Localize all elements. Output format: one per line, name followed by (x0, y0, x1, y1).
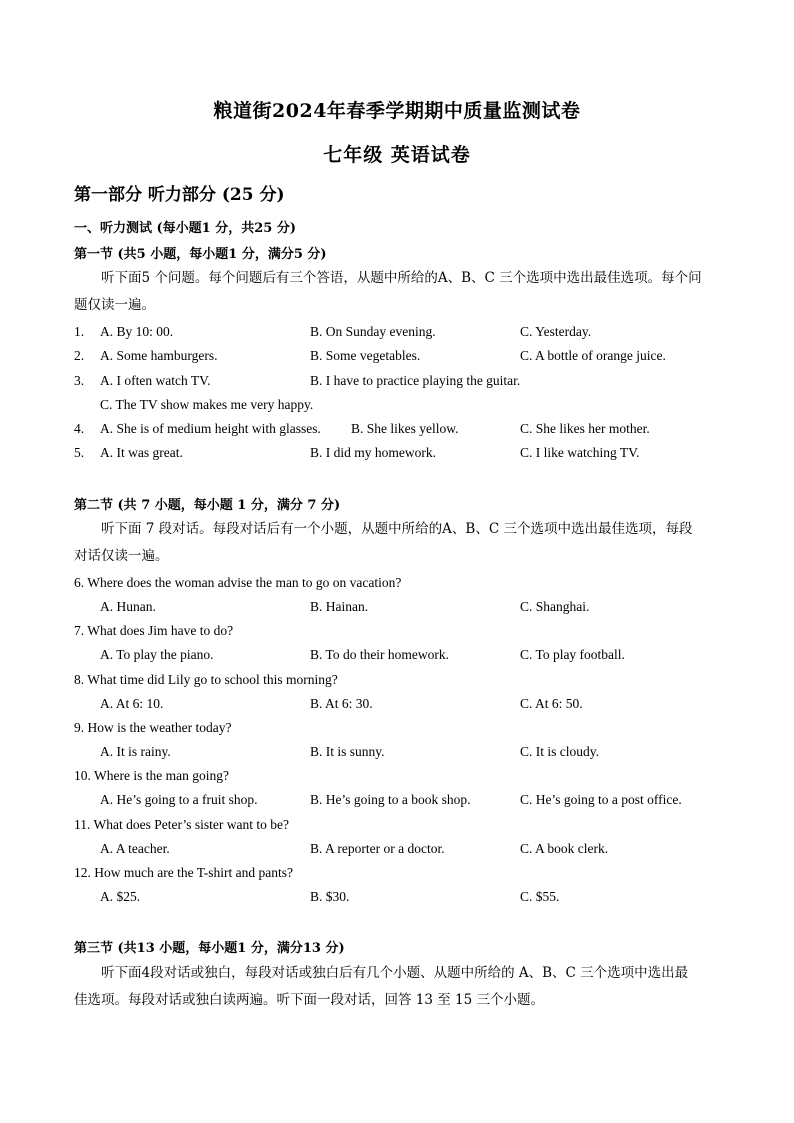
question-stem (74, 817, 724, 839)
section3-heading: 第三节 (共13 小题，每小题1 分，满分13 分) (74, 941, 345, 956)
section3-instructions-line1: 听下面4段对话或独白，每段对话或独白后有几个小题、从题中所给的 A、B、C 三个选项中选出最 (101, 965, 689, 981)
question-row (74, 348, 724, 370)
question-row (74, 445, 724, 467)
option-b: B. I did my homework. (310, 445, 436, 460)
option-c: C. I like watching TV. (520, 445, 640, 460)
option-c: C. A bottle of orange juice. (520, 348, 666, 363)
option-c: C. It is cloudy. (520, 744, 599, 759)
options-row (74, 599, 724, 621)
question-text: 12. How much are the T-shirt and pants? (74, 865, 293, 880)
option-c: C. He’s going to a post office. (520, 792, 682, 807)
question-row (74, 324, 724, 346)
options-row (74, 889, 724, 911)
option-c: C. The TV show makes me very happy. (100, 397, 314, 412)
question-stem (74, 672, 724, 694)
option-b: B. A reporter or a doctor. (310, 841, 445, 856)
option-a: A. To play the piano. (100, 647, 214, 662)
section2-heading: 第二节 (共 7 小题，每小题 1 分，满分 7 分) (74, 498, 341, 513)
exam-title: 粮道街2024年春季学期期中质量监测试卷 (213, 100, 581, 122)
question-text: 7. What does Jim have to do? (74, 623, 234, 638)
listening-test-heading: 一、听力测试 (每小题1 分，共25 分) (74, 221, 297, 236)
option-c: C. At 6: 50. (520, 696, 583, 711)
question-text: 10. Where is the man going? (74, 768, 229, 783)
options-row (74, 647, 724, 669)
section1-instructions-line2: 题仅读一遍。 (74, 297, 155, 313)
question-number: 4. (74, 421, 85, 436)
question-number: 2. (74, 348, 85, 363)
question-stem (74, 768, 724, 790)
option-b: B. On Sunday evening. (310, 324, 436, 339)
option-c: C. A book clerk. (520, 841, 609, 856)
section2-instructions (74, 516, 724, 570)
exam-subtitle: 七年级 英语试卷 (323, 144, 471, 166)
option-b: B. $30. (310, 889, 350, 904)
question-text: 9. How is the weather today? (74, 720, 232, 735)
option-a: A. It is rainy. (100, 744, 171, 759)
option-a: A. A teacher. (100, 841, 170, 856)
question-row (74, 421, 724, 443)
option-b: B. She likes yellow. (351, 421, 459, 436)
option-a: A. Hunan. (100, 599, 156, 614)
option-b: B. To do their homework. (310, 647, 450, 662)
options-row (74, 792, 724, 814)
question-text: 8. What time did Lily go to school this morning? (74, 672, 338, 687)
option-b: B. At 6: 30. (310, 696, 373, 711)
section3-instructions (74, 960, 724, 1014)
question-stem (74, 575, 724, 597)
section1-instructions-line1: 听下面5 个问题。每个问题后有三个答语，从题中所给的A、B、C 三个选项中选出最佳选项。每个问 (101, 270, 702, 286)
section1-heading: 第一节 (共5 小题，每小题1 分，满分5 分) (74, 247, 327, 262)
option-a: A. Some hamburgers. (100, 348, 218, 363)
option-a: A. It was great. (100, 445, 183, 460)
options-row (74, 744, 724, 766)
section3-instructions-line2: 佳选项。每段对话或独白读两遍。听下面一段对话，回答 13 至 15 三个小题。 (74, 992, 545, 1008)
option-a: A. By 10: 00. (100, 324, 174, 339)
section1-instructions (74, 265, 724, 319)
question-stem (74, 720, 724, 742)
question-row-continued (74, 397, 724, 419)
question-row (74, 373, 724, 395)
options-row (74, 841, 724, 863)
option-a: A. I often watch TV. (100, 373, 211, 388)
option-c: C. To play football. (520, 647, 625, 662)
question-stem (74, 623, 724, 645)
question-text: 11. What does Peter’s sister want to be? (74, 817, 289, 832)
option-c: C. $55. (520, 889, 560, 904)
options-row (74, 696, 724, 718)
question-stem (74, 865, 724, 887)
question-number: 3. (74, 373, 85, 388)
option-b: B. Hainan. (310, 599, 369, 614)
question-number: 1. (74, 324, 85, 339)
option-b: B. I have to practice playing the guitar. (310, 373, 521, 388)
option-a: A. At 6: 10. (100, 696, 164, 711)
option-c: C. She likes her mother. (520, 421, 650, 436)
option-c: C. Shanghai. (520, 599, 590, 614)
question-text: 6. Where does the woman advise the man to go on vacation? (74, 575, 402, 590)
part-heading: 第一部分 听力部分 (25 分) (74, 185, 285, 205)
option-b: B. He’s going to a book shop. (310, 792, 471, 807)
option-a: A. $25. (100, 889, 141, 904)
option-b: B. It is sunny. (310, 744, 385, 759)
option-c: C. Yesterday. (520, 324, 592, 339)
option-a: A. He’s going to a fruit shop. (100, 792, 258, 807)
section2-instructions-line1: 听下面 7 段对话。每段对话后有一个小题，从题中所给的A、B、C 三个选项中选出最佳选项，每段 (101, 521, 693, 537)
option-a: A. She is of medium height with glasses. (100, 421, 321, 436)
option-b: B. Some vegetables. (310, 348, 421, 363)
question-number: 5. (74, 445, 85, 460)
section2-instructions-line2: 对话仅读一遍。 (74, 548, 169, 564)
